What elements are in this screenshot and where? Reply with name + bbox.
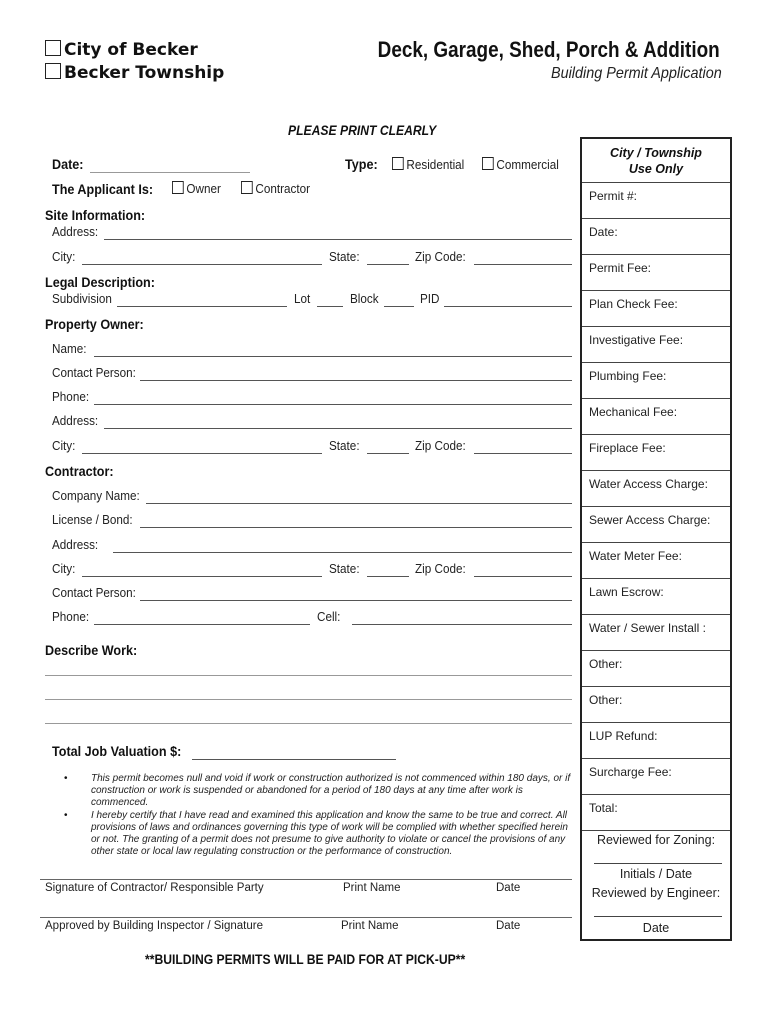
site-zip-field[interactable] (474, 264, 572, 265)
owner-city-field[interactable] (82, 453, 322, 454)
lot-field[interactable] (317, 306, 343, 307)
applicant-owner[interactable]: Owner (172, 181, 221, 196)
pid-label: PID (420, 291, 440, 306)
contractor-address-field[interactable] (113, 552, 572, 553)
block-field[interactable] (384, 306, 414, 307)
office-field-18[interactable]: Total: (582, 795, 730, 831)
describe-work-line-2[interactable] (45, 699, 572, 700)
owner-zip-label: Zip Code: (415, 438, 466, 453)
office-field-13[interactable]: Water / Sewer Install : (582, 615, 730, 651)
inspector-date-label: Date (496, 920, 521, 932)
site-city-field[interactable] (82, 264, 322, 265)
bullet-1: • (64, 773, 68, 784)
print-clearly: PLEASE PRINT CLEARLY (288, 123, 437, 138)
contractor-cell-label: Cell: (317, 609, 341, 624)
contractor-date-label: Date (496, 882, 521, 894)
describe-work-line-3[interactable] (45, 723, 572, 724)
contractor-zip-label: Zip Code: (415, 561, 466, 576)
owner-name-label: Name: (52, 341, 87, 356)
office-field-6[interactable]: Plumbing Fee: (582, 363, 730, 399)
zoning-initials-line[interactable] (594, 863, 722, 864)
office-field-7[interactable]: Mechanical Fee: (582, 399, 730, 435)
total-valuation-label: Total Job Valuation $: (52, 743, 182, 759)
owner-zip-field[interactable] (474, 453, 572, 454)
owner-checkbox[interactable] (172, 181, 184, 194)
office-field-1[interactable]: Permit #: (582, 183, 730, 219)
inspector-signature-line[interactable] (40, 917, 572, 918)
contractor-contact-field[interactable] (140, 600, 572, 601)
owner-city-label: City: (52, 438, 76, 453)
site-city-label: City: (52, 249, 76, 264)
site-state-label: State: (329, 249, 360, 264)
owner-phone-label: Phone: (52, 389, 90, 404)
note-certify: I hereby certify that I have read and examined this application and know the same to be true and correct. All provisions of laws and ordinances governing this type of work will be complied with whether specified herein or not. The granting of a permit does not presume to give authority to violate or cancel the provisions of any other state or local law regulating construction or the performance of construction. (91, 810, 568, 857)
license-bond-field[interactable] (140, 527, 572, 528)
company-name-field[interactable] (146, 503, 572, 504)
contractor-phone-field[interactable] (94, 624, 310, 625)
office-field-10[interactable]: Sewer Access Charge: (582, 507, 730, 543)
contractor-contact-label: Contact Person: (52, 585, 136, 600)
site-address-field[interactable] (104, 239, 572, 240)
note-null-void: This permit becomes null and void if work or construction authorized is not commenced within 180 days, or if construction or work is suspended or abandoned for a period of 180 days at any time after work is commenced. (91, 773, 571, 808)
owner-contact-label: Contact Person: (52, 365, 136, 380)
date-label: Date: (52, 156, 84, 172)
site-zip-label: Zip Code: (415, 249, 466, 264)
reviewed-zoning-label: Reviewed for Zoning: (596, 833, 716, 847)
office-field-15[interactable]: Other: (582, 687, 730, 723)
license-bond-label: License / Bond: (52, 512, 133, 527)
property-owner-heading: Property Owner: (45, 316, 144, 332)
reviewed-engineer-label: Reviewed by Engineer: (591, 886, 721, 900)
contractor-checkbox[interactable] (241, 181, 253, 194)
inspector-signature-label: Approved by Building Inspector / Signature (45, 920, 263, 932)
type-commercial[interactable]: Commercial (482, 157, 559, 172)
jurisdiction-township[interactable]: Becker Township (45, 63, 224, 83)
block-label: Block (350, 291, 379, 306)
contractor-city-label: City: (52, 561, 76, 576)
applicant-contractor[interactable]: Contractor (241, 181, 310, 196)
subdivision-field[interactable] (117, 306, 287, 307)
office-field-17[interactable]: Surcharge Fee: (582, 759, 730, 795)
footer-notice: **BUILDING PERMITS WILL BE PAID FOR AT PICK-UP** (145, 952, 466, 967)
date-field[interactable] (90, 172, 250, 173)
pid-field[interactable] (444, 306, 572, 307)
office-field-14[interactable]: Other: (582, 651, 730, 687)
jurisdiction-city[interactable]: City of Becker (45, 40, 198, 60)
owner-name-field[interactable] (94, 356, 572, 357)
office-field-9[interactable]: Water Access Charge: (582, 471, 730, 507)
bullet-2: • (64, 810, 68, 821)
legal-description-heading: Legal Description: (45, 274, 155, 290)
office-field-3[interactable]: Permit Fee: (582, 255, 730, 291)
office-field-12[interactable]: Lawn Escrow: (582, 579, 730, 615)
site-address-label: Address: (52, 224, 99, 239)
office-field-16[interactable]: LUP Refund: (582, 723, 730, 759)
inspector-print-name-label: Print Name (341, 920, 399, 932)
company-name-label: Company Name: (52, 488, 140, 503)
type-residential[interactable]: Residential (392, 157, 464, 172)
site-info-heading: Site Information: (45, 207, 146, 223)
contractor-phone-label: Phone: (52, 609, 90, 624)
type-label: Type: (345, 156, 378, 172)
contractor-zip-field[interactable] (474, 576, 572, 577)
contractor-address-label: Address: (52, 537, 99, 552)
contractor-signature-line[interactable] (40, 879, 572, 880)
contractor-cell-field[interactable] (352, 624, 572, 625)
office-field-11[interactable]: Water Meter Fee: (582, 543, 730, 579)
residential-checkbox[interactable] (392, 157, 404, 170)
contractor-signature-label: Signature of Contractor/ Responsible Party (45, 882, 264, 894)
contractor-print-name-label: Print Name (343, 882, 401, 894)
total-valuation-field[interactable] (192, 759, 396, 760)
contractor-state-label: State: (329, 561, 360, 576)
describe-work-line-1[interactable] (45, 675, 572, 676)
site-state-field[interactable] (367, 264, 409, 265)
owner-state-field[interactable] (367, 453, 409, 454)
office-field-8[interactable]: Fireplace Fee: (582, 435, 730, 471)
office-use-heading: City / Township Use Only (582, 139, 730, 183)
engineer-date-label: Date (642, 921, 670, 935)
page-title: Deck, Garage, Shed, Porch & Addition (377, 37, 720, 62)
page-subtitle: Building Permit Application (551, 65, 722, 82)
township-checkbox[interactable] (45, 63, 61, 79)
lot-label: Lot (294, 291, 311, 306)
initials-date-label: Initials / Date (619, 867, 693, 881)
owner-state-label: State: (329, 438, 360, 453)
owner-phone-field[interactable] (94, 404, 572, 405)
applicant-label: The Applicant Is: (52, 181, 154, 197)
commercial-checkbox[interactable] (482, 157, 494, 170)
contractor-state-field[interactable] (367, 576, 409, 577)
contractor-city-field[interactable] (82, 576, 322, 577)
engineer-signature-line[interactable] (594, 916, 722, 917)
office-field-5[interactable]: Investigative Fee: (582, 327, 730, 363)
owner-address-label: Address: (52, 413, 99, 428)
describe-work-heading: Describe Work: (45, 642, 138, 658)
office-field-2[interactable]: Date: (582, 219, 730, 255)
contractor-heading: Contractor: (45, 463, 114, 479)
owner-contact-field[interactable] (140, 380, 572, 381)
owner-address-field[interactable] (104, 428, 572, 429)
office-field-4[interactable]: Plan Check Fee: (582, 291, 730, 327)
city-checkbox[interactable] (45, 40, 61, 56)
office-use-panel (580, 137, 732, 941)
subdivision-label: Subdivision (52, 291, 112, 306)
